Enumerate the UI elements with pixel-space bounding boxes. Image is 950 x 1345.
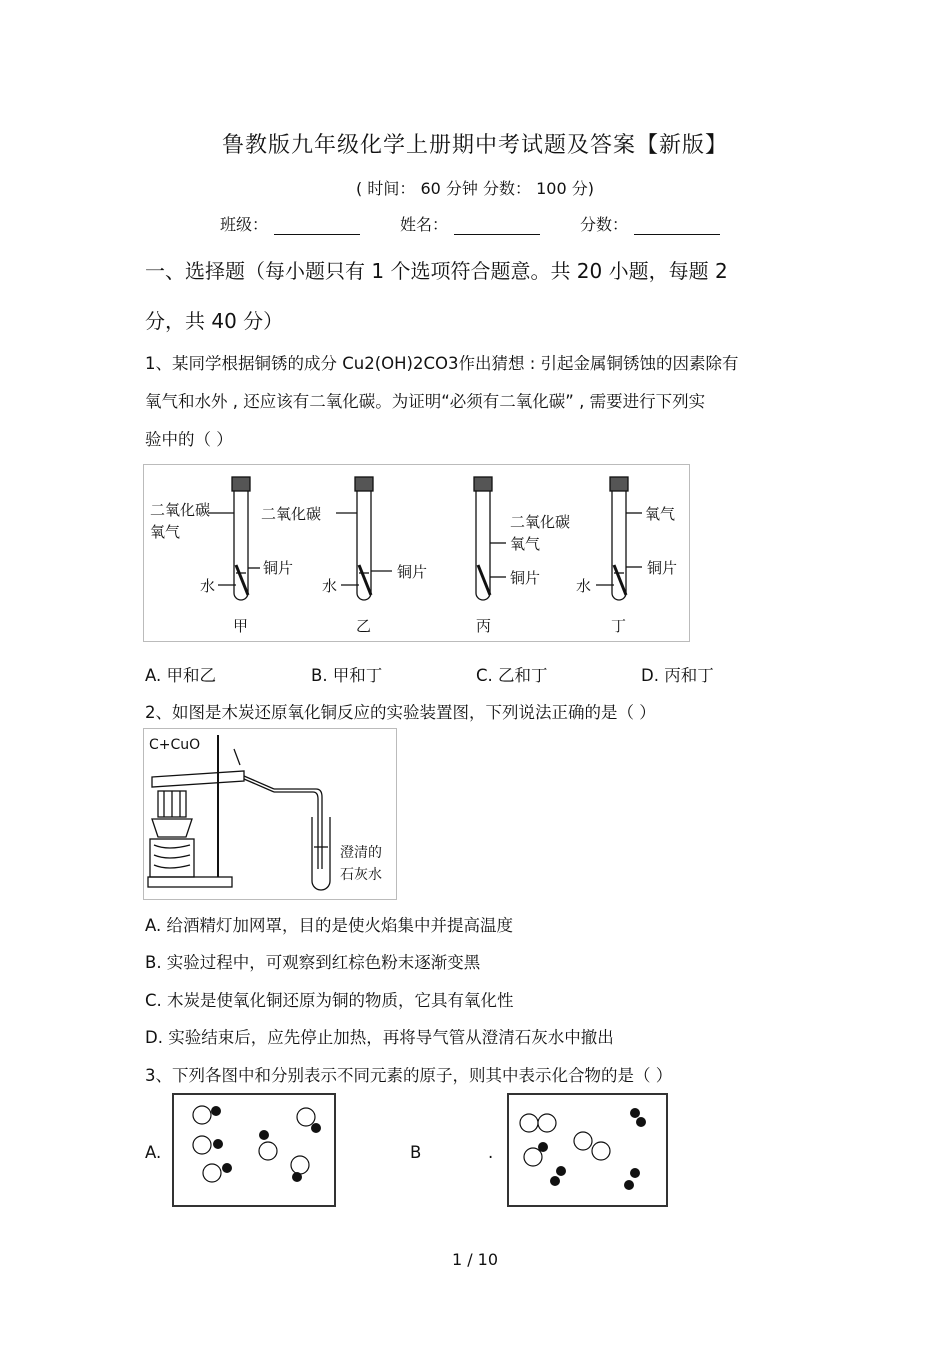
exam-meta: ( 时间： 60 分钟 分数： 100 分) <box>356 179 594 198</box>
class-blank[interactable] <box>274 216 360 235</box>
name-field[interactable] <box>400 212 540 235</box>
q3-b-molecules <box>509 1095 666 1205</box>
tube2-label-copper: 铜片 <box>397 563 428 581</box>
limewater-tube <box>312 817 330 890</box>
q3-option-b-label[interactable]: B <box>410 1143 422 1162</box>
score-label: 分数： <box>580 215 629 234</box>
tube3-stopper <box>474 477 492 491</box>
tube1-label-copper: 铜片 <box>263 559 294 577</box>
tube1-label-o2: 氧气 <box>150 523 181 541</box>
caption-bing: 丙 <box>476 617 492 635</box>
q3-stem: 3、下列各图中和分别表示不同元素的原子，则其中表示化合物的是（ ） <box>145 1066 673 1085</box>
tube1-label-co2: 二氧化碳 <box>150 501 211 519</box>
large-test-tube <box>152 771 244 787</box>
name-label: 姓名： <box>400 215 449 234</box>
tube2-label-water: 水 <box>322 577 338 595</box>
q1-option-a[interactable]: A. 甲和乙 <box>145 666 216 685</box>
alcohol-lamp <box>152 819 192 837</box>
tube4-label-water: 水 <box>576 577 592 595</box>
q3-a-molecules <box>174 1095 334 1205</box>
reactant-label: C+CuO <box>149 737 201 753</box>
class-field[interactable] <box>220 212 360 235</box>
tube3-label-copper: 铜片 <box>510 569 541 587</box>
caption-ding: 丁 <box>611 617 627 635</box>
q2-stem: 2、如图是木炭还原氧化铜反应的实验装置图，下列说法正确的是（ ） <box>145 703 656 722</box>
limewater-label-2: 石灰水 <box>340 867 382 883</box>
q1-stem-line-2: 氧气和水外 , 还应该有二氧化碳。为证明“必须有二氧化碳” , 需要进行下列实 <box>145 392 706 411</box>
tube1-stopper <box>232 477 250 491</box>
q1-stem-line-1: 1、某同学根据铜锈的成分 Cu2(OH)2CO3作出猜想 : 引起金属铜锈蚀的因素除有 <box>145 354 739 373</box>
tube2-stopper <box>355 477 373 491</box>
score-field[interactable] <box>580 212 720 235</box>
section-heading-line-2: 分，共 40 分） <box>145 309 284 333</box>
q2-figure <box>143 728 397 900</box>
q2-option-d[interactable]: D. 实验结束后，应先停止加热，再将导气管从澄清石灰水中撤出 <box>145 1028 614 1047</box>
tube4-stopper <box>610 477 628 491</box>
q2-apparatus-diagram <box>144 729 396 899</box>
tube1-label-water: 水 <box>200 577 216 595</box>
q1-figure <box>143 464 690 642</box>
name-blank[interactable] <box>454 216 540 235</box>
q3-option-b-figure[interactable] <box>507 1093 668 1207</box>
q3-option-a-figure[interactable] <box>172 1093 336 1207</box>
student-info-fields <box>220 212 720 235</box>
q1-option-d[interactable]: D. 丙和丁 <box>641 666 714 685</box>
q1-option-b[interactable]: B. 甲和丁 <box>311 666 383 685</box>
page-number: 1 / 10 <box>451 1250 499 1269</box>
q2-option-b[interactable]: B. 实验过程中，可观察到红棕色粉末逐渐变黑 <box>145 953 481 972</box>
q2-option-a[interactable]: A. 给酒精灯加网罩，目的是使火焰集中并提高温度 <box>145 916 513 935</box>
class-label: 班级： <box>220 215 269 234</box>
score-blank[interactable] <box>634 216 720 235</box>
tube2-label-co2: 二氧化碳 <box>261 505 322 523</box>
caption-jia: 甲 <box>233 617 249 635</box>
limewater-label-1: 澄清的 <box>340 845 382 861</box>
tube4-label-copper: 铜片 <box>647 559 678 577</box>
tube3-label-o2: 氧气 <box>510 535 541 553</box>
q2-option-c[interactable]: C. 木炭是使氧化铜还原为铜的物质，它具有氧化性 <box>145 991 514 1010</box>
tube3-label-co2: 二氧化碳 <box>510 513 571 531</box>
q1-option-c[interactable]: C. 乙和丁 <box>476 666 548 685</box>
section-heading-line-1: 一、选择题（每小题只有 1 个选项符合题意。共 20 小题，每题 2 <box>145 259 728 283</box>
caption-yi: 乙 <box>356 617 372 635</box>
q3-option-b-dot: . <box>488 1143 494 1162</box>
q1-test-tubes-diagram <box>144 465 689 641</box>
q3-option-a-label[interactable]: A. <box>145 1143 162 1162</box>
page-title: 鲁教版九年级化学上册期中考试题及答案【新版】 <box>221 133 728 158</box>
stand-base <box>148 877 232 887</box>
tube4-label-o2: 氧气 <box>645 505 676 523</box>
q1-stem-line-3: 验中的（ ） <box>145 430 233 449</box>
